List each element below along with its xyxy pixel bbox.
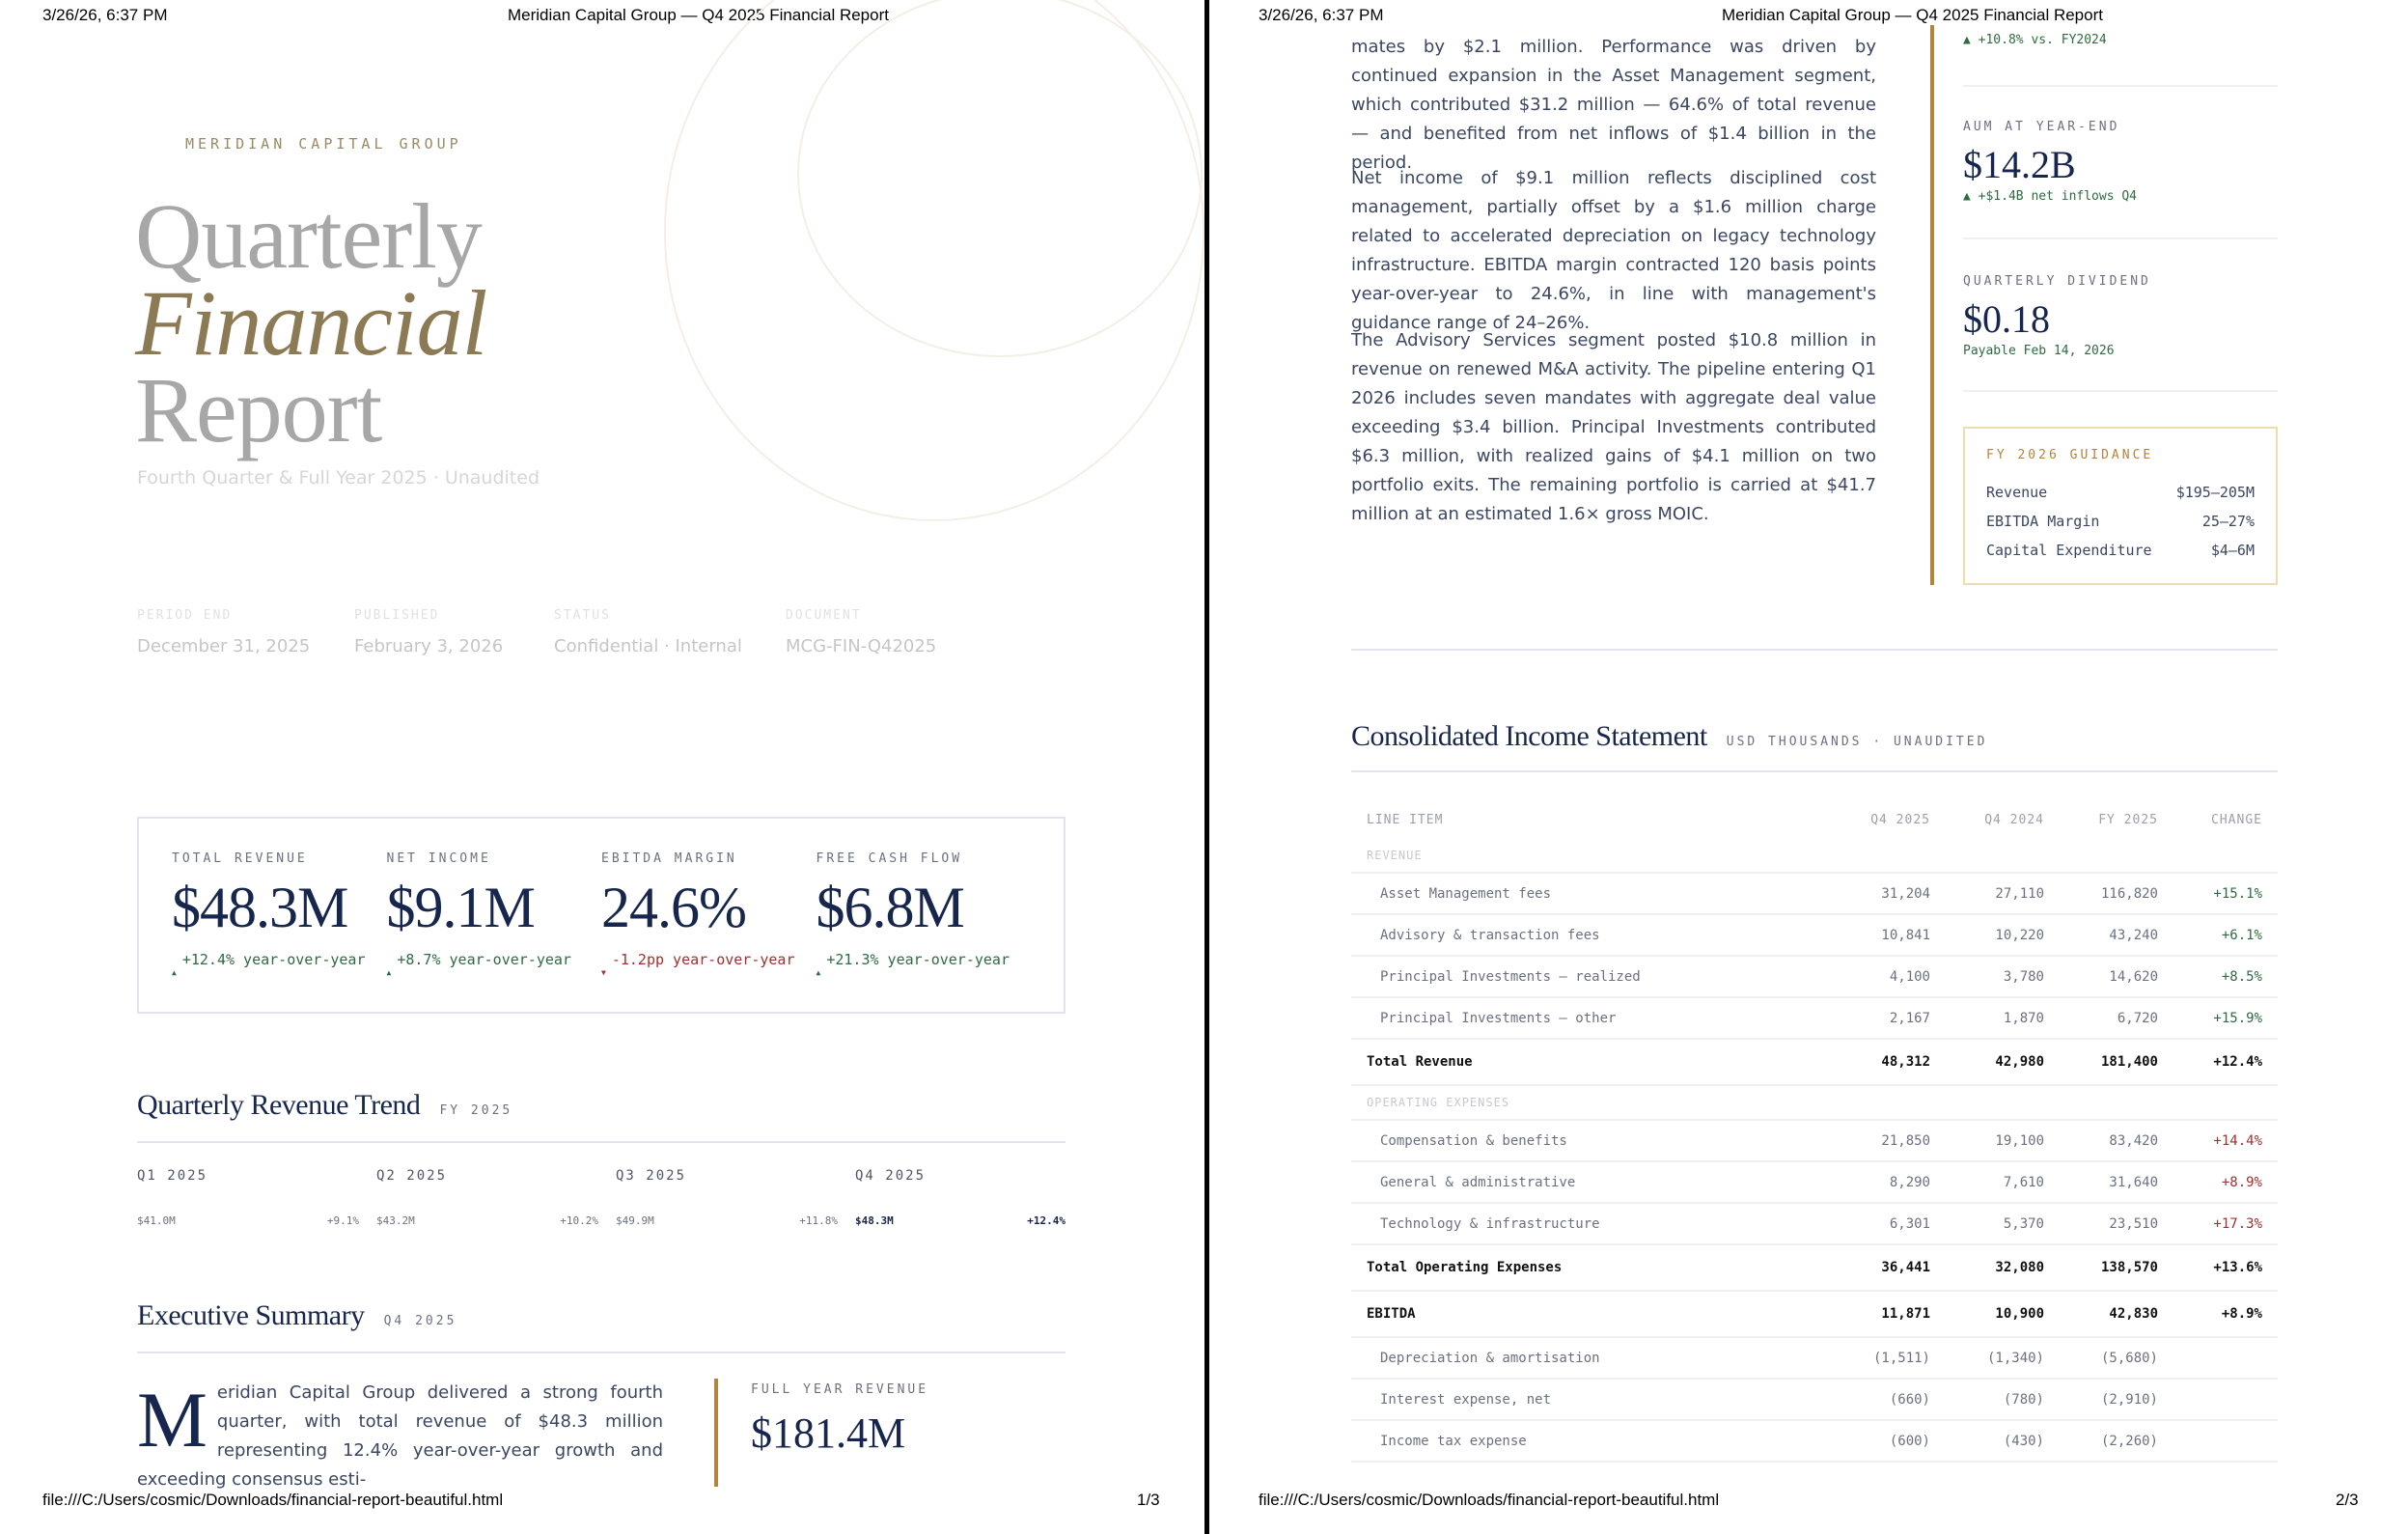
line-item-label: Depreciation & amortisation — [1351, 1337, 1832, 1379]
quarter-values — [376, 1214, 598, 1227]
guidance-row — [1986, 507, 2255, 536]
quarter-revenue: $49.9M — [616, 1214, 654, 1227]
income-section-header — [1351, 720, 1987, 753]
decorative-circle-inner — [797, 0, 1203, 357]
kpi-delta — [601, 949, 817, 984]
kpi-delta-text: -1.2pp year-over-year — [611, 951, 795, 968]
kpi-ebitda-margin — [601, 851, 817, 979]
line-item-label: Interest expense, net — [1351, 1379, 1832, 1420]
meta-period-end — [137, 608, 354, 656]
kpi-label: EBITDA MARGIN — [601, 851, 737, 866]
amount-cell: 10,900 — [1946, 1291, 2060, 1337]
up-arrow-icon: ▲ — [386, 968, 392, 977]
change-value: +15.1% — [2173, 873, 2278, 914]
quarter-change: +11.8% — [799, 1214, 838, 1227]
trend-q3 — [616, 1168, 855, 1227]
kpi-delta — [387, 949, 602, 984]
change-value: +6.1% — [2173, 914, 2278, 956]
quarter-revenue: $48.3M — [855, 1214, 894, 1227]
change-value: +8.5% — [2173, 956, 2278, 997]
section-title: Executive Summary — [137, 1299, 365, 1331]
stat-label: QUARTERLY DIVIDEND — [1963, 274, 2151, 289]
quarter-label: Q4 2025 — [855, 1168, 927, 1184]
meta-label: PUBLISHED — [354, 608, 440, 623]
amount-cell: 1,870 — [1946, 997, 2060, 1039]
aum-stat — [1963, 120, 2278, 204]
guidance-box — [1963, 427, 2278, 585]
amount-cell: 11,871 — [1832, 1291, 1946, 1337]
trend-q2 — [376, 1168, 616, 1227]
amount-cell — [1832, 838, 1946, 873]
report-subtitle: Fourth Quarter & Full Year 2025 · Unaudited — [137, 467, 540, 488]
stat-value: $0.18 — [1963, 297, 2050, 341]
brand-name: MERIDIAN CAPITAL GROUP — [185, 135, 462, 153]
summary-paragraph-3: The Advisory Services segment posted $10.8 million in revenue on renewed M&A activity. The pipeline entering Q1 2026 includes seven mandates with aggregate deal value exceeding $3.4 billion. Principal Investments contributed $6.3 million, with realized gains of $4.1 million on two portfolio exits. The remaining portfolio is carried at $41.7 million at an estimated 1.6× gross MOIC. — [1351, 330, 1876, 524]
change-value — [2173, 1379, 2278, 1420]
amount-cell: 10,220 — [1946, 914, 2060, 956]
table-row — [1351, 1120, 2278, 1161]
amount-cell: 21,850 — [1832, 1120, 1946, 1161]
kpi-panel — [137, 817, 1066, 1014]
amount-cell: 14,620 — [2060, 956, 2173, 997]
amount-cell: 83,420 — [2060, 1120, 2173, 1161]
pull-label: FULL YEAR REVENUE — [751, 1382, 929, 1397]
title-line-1: Quarterly — [135, 184, 482, 288]
trend-q4 — [855, 1168, 1066, 1227]
trend-section-header — [137, 1089, 512, 1122]
amount-cell: 6,720 — [2060, 997, 2173, 1039]
print-datetime: 3/26/26, 6:37 PM — [1259, 6, 1384, 24]
summary-paragraph-1 — [137, 1376, 663, 1494]
print-url: file:///C:/Users/cosmic/Downloads/financial-report-beautiful.html — [42, 1491, 504, 1509]
amount-cell: 31,204 — [1832, 873, 1946, 914]
amount-cell: (5,680) — [2060, 1337, 2173, 1379]
quarter-revenue: $41.0M — [137, 1214, 176, 1227]
cover-meta — [137, 608, 979, 656]
print-url: file:///C:/Users/cosmic/Downloads/financial-report-beautiful.html — [1259, 1491, 1720, 1509]
pull-value: $181.4M — [751, 1409, 906, 1457]
down-arrow-icon: ▼ — [601, 968, 606, 977]
table-row — [1351, 956, 2278, 997]
section-title: Quarterly Revenue Trend — [137, 1089, 421, 1121]
guidance-row — [1986, 536, 2255, 565]
title-line-3: Report — [135, 358, 382, 461]
stat-note: Payable Feb 14, 2026 — [1963, 344, 2115, 358]
kpi-value: $9.1M — [386, 876, 535, 939]
fy-revenue-delta: ▲ +10.8% vs. FY2024 — [1963, 33, 2107, 47]
amount-cell: 8,290 — [1832, 1161, 1946, 1203]
kpi-label: NET INCOME — [386, 851, 491, 866]
meta-published — [354, 608, 554, 656]
amount-cell: 10,841 — [1832, 914, 1946, 956]
col-change: CHANGE — [2211, 812, 2262, 827]
amount-cell: 116,820 — [2060, 873, 2173, 914]
page-separator — [1204, 0, 1209, 1534]
quarter-label: Q3 2025 — [616, 1168, 687, 1184]
guidance-value: $4–6M — [2210, 542, 2255, 559]
change-value: +8.9% — [2173, 1291, 2278, 1337]
up-arrow-icon: ▲ — [816, 968, 821, 977]
change-value: +15.9% — [2173, 997, 2278, 1039]
meta-value: December 31, 2025 — [137, 636, 311, 656]
amount-cell: 27,110 — [1946, 873, 2060, 914]
up-arrow-icon: ▲ — [172, 968, 177, 977]
col-q4-2024: Q4 2024 — [1984, 812, 2044, 827]
change-value — [2173, 838, 2278, 873]
table-row — [1351, 997, 2278, 1039]
meta-label: PERIOD END — [137, 608, 233, 623]
quarter-label: Q1 2025 — [137, 1168, 208, 1184]
change-value — [2173, 1420, 2278, 1462]
amount-cell: 138,570 — [2060, 1244, 2173, 1291]
quarter-revenue: $43.2M — [376, 1214, 415, 1227]
guidance-row — [1986, 478, 2255, 507]
quarter-values — [137, 1214, 359, 1227]
summary-text: eridian Capital Group delivered a strong fourth quarter, with total revenue of $48.3 million representing 12.4% year-over-year growth and exceeding consensus esti- — [137, 1382, 663, 1490]
quarter-values — [616, 1214, 838, 1227]
amount-cell: 7,610 — [1946, 1161, 2060, 1203]
income-statement-table — [1351, 801, 2278, 1463]
stat-value: $14.2B — [1963, 143, 2076, 186]
amount-cell: (2,260) — [2060, 1420, 2173, 1462]
change-value: +14.4% — [2173, 1120, 2278, 1161]
table-total-row — [1351, 1291, 2278, 1337]
kpi-label: TOTAL REVENUE — [172, 851, 308, 866]
line-item-label: Principal Investments — other — [1351, 997, 1832, 1039]
col-line-item: LINE ITEM — [1367, 812, 1444, 827]
amount-cell: 19,100 — [1946, 1120, 2060, 1161]
table-row — [1351, 1420, 2278, 1462]
line-item-label: OPERATING EXPENSES — [1351, 1085, 1832, 1120]
line-item-label: Compensation & benefits — [1351, 1120, 1832, 1161]
section-tag: USD THOUSANDS · UNAUDITED — [1726, 735, 1988, 749]
amount-cell — [1946, 1085, 2060, 1120]
summary-paragraph-2: Net income of $9.1 million reflects disciplined cost management, partially offset by a $1.6 million charge related to accelerated depreciation on legacy technology infrastructure. EBITDA margin contracted 120 basis points year-over-year to 24.6%, in line with management's guidance range of 24–26%. — [1351, 168, 1876, 333]
print-doc-title: Meridian Capital Group — Q4 2025 Financial Report — [508, 6, 889, 24]
amount-cell: 3,780 — [1946, 956, 2060, 997]
change-value — [2173, 1085, 2278, 1120]
meta-label: DOCUMENT — [786, 608, 862, 623]
section-tag: Q4 2025 — [383, 1314, 457, 1328]
amount-cell: 43,240 — [2060, 914, 2173, 956]
table-row — [1351, 1161, 2278, 1203]
line-item-label: Principal Investments — realized — [1351, 956, 1832, 997]
kpi-value: $6.8M — [816, 876, 964, 939]
divider — [137, 1141, 1066, 1143]
meta-value: MCG-FIN-Q42025 — [786, 636, 937, 656]
line-item-label: EBITDA — [1351, 1291, 1832, 1337]
kpi-value: 24.6% — [601, 876, 746, 939]
divider — [1351, 770, 2278, 772]
meta-status — [554, 608, 786, 656]
table-category-row — [1351, 1085, 2278, 1120]
amount-cell: 42,830 — [2060, 1291, 2173, 1337]
col-q4-2025: Q4 2025 — [1870, 812, 1930, 827]
change-value: +13.6% — [2173, 1244, 2278, 1291]
meta-label: STATUS — [554, 608, 611, 623]
divider — [1963, 237, 2278, 239]
amount-cell: 42,980 — [1946, 1039, 2060, 1085]
drop-cap: M — [137, 1376, 208, 1464]
sidebar-accent-rule — [1930, 25, 1934, 585]
kpi-label: FREE CASH FLOW — [816, 851, 963, 866]
amount-cell: 5,370 — [1946, 1203, 2060, 1244]
amount-cell: 2,167 — [1832, 997, 1946, 1039]
meta-value: Confidential · Internal — [554, 636, 742, 656]
table-row — [1351, 1337, 2278, 1379]
amount-cell: (430) — [1946, 1420, 2060, 1462]
divider — [137, 1352, 1066, 1353]
divider — [1963, 390, 2278, 392]
amount-cell — [2060, 1085, 2173, 1120]
quarterly-trend — [137, 1168, 1066, 1227]
print-page-number: 2/3 — [2336, 1491, 2359, 1509]
stat-label: AUM AT YEAR-END — [1963, 120, 2120, 134]
amount-cell: 181,400 — [2060, 1039, 2173, 1085]
amount-cell: (600) — [1832, 1420, 1946, 1462]
meta-value: February 3, 2026 — [354, 636, 504, 656]
amount-cell: 36,441 — [1832, 1244, 1946, 1291]
change-value: +17.3% — [2173, 1203, 2278, 1244]
quarter-label: Q2 2025 — [376, 1168, 448, 1184]
change-value: +12.4% — [2173, 1039, 2278, 1085]
guidance-title: FY 2026 GUIDANCE — [1986, 448, 2154, 462]
amount-cell: (1,340) — [1946, 1337, 2060, 1379]
kpi-delta-text: +8.7% year-over-year — [397, 951, 571, 968]
report-title — [135, 184, 487, 461]
quarter-change: +10.2% — [560, 1214, 598, 1227]
amount-cell: 4,100 — [1832, 956, 1946, 997]
amount-cell — [1832, 1085, 1946, 1120]
trend-q1 — [137, 1168, 376, 1227]
line-item-label: Technology & infrastructure — [1351, 1203, 1832, 1244]
table-row — [1351, 914, 2278, 956]
amount-cell: 6,301 — [1832, 1203, 1946, 1244]
amount-cell: (2,910) — [2060, 1379, 2173, 1420]
amount-cell: 32,080 — [1946, 1244, 2060, 1291]
amount-cell: 23,510 — [2060, 1203, 2173, 1244]
table-row — [1351, 1203, 2278, 1244]
line-item-label: Total Operating Expenses — [1351, 1244, 1832, 1291]
guidance-label: Revenue — [1986, 484, 2048, 501]
quarter-change: +12.4% — [1027, 1214, 1066, 1227]
line-item-label: Total Revenue — [1351, 1039, 1832, 1085]
line-item-label: Advisory & transaction fees — [1351, 914, 1832, 956]
table-row — [1351, 1379, 2278, 1420]
section-title: Consolidated Income Statement — [1351, 720, 1707, 752]
meta-document — [786, 608, 979, 656]
print-doc-title: Meridian Capital Group — Q4 2025 Financial Report — [1722, 6, 2103, 24]
amount-cell — [2060, 838, 2173, 873]
guidance-label: EBITDA Margin — [1986, 513, 2100, 530]
quarter-values — [855, 1214, 1066, 1227]
amount-cell: (1,511) — [1832, 1337, 1946, 1379]
kpi-delta-text: +12.4% year-over-year — [181, 951, 366, 968]
print-page-number: 1/3 — [1137, 1491, 1160, 1509]
col-fy-2025: FY 2025 — [2098, 812, 2158, 827]
summary-section-header — [137, 1299, 457, 1332]
amount-cell: (780) — [1946, 1379, 2060, 1420]
amount-cell: 48,312 — [1832, 1039, 1946, 1085]
guidance-value: $195–205M — [2175, 484, 2255, 501]
table-total-row — [1351, 1039, 2278, 1085]
amount-cell — [1946, 838, 2060, 873]
print-datetime: 3/26/26, 6:37 PM — [42, 6, 168, 24]
kpi-value: $48.3M — [172, 876, 348, 939]
quarter-change: +9.1% — [326, 1214, 359, 1227]
line-item-label: Income tax expense — [1351, 1420, 1832, 1462]
table-total-row — [1351, 1244, 2278, 1291]
amount-cell: (660) — [1832, 1379, 1946, 1420]
kpi-total-revenue — [172, 851, 387, 979]
table-row — [1351, 873, 2278, 914]
line-item-label: REVENUE — [1351, 838, 1832, 873]
amount-cell: 31,640 — [2060, 1161, 2173, 1203]
change-value: +8.9% — [2173, 1161, 2278, 1203]
table-header-row — [1351, 801, 2278, 838]
kpi-free-cash-flow — [817, 851, 1032, 979]
change-value — [2173, 1337, 2278, 1379]
kpi-delta — [172, 949, 387, 984]
kpi-delta-text: +21.3% year-over-year — [826, 951, 1010, 968]
kpi-delta — [817, 949, 1032, 984]
kpi-net-income — [387, 851, 602, 979]
section-tag: FY 2025 — [439, 1103, 513, 1118]
dividend-stat — [1963, 274, 2278, 358]
pull-quote-full-year-revenue — [714, 1379, 1042, 1487]
line-item-label: General & administrative — [1351, 1161, 1832, 1203]
guidance-label: Capital Expenditure — [1986, 542, 2152, 559]
guidance-value: 25–27% — [2201, 513, 2255, 530]
page-2 — [1210, 0, 2408, 1534]
line-item-label: Asset Management fees — [1351, 873, 1832, 914]
title-line-2: Financial — [135, 271, 487, 375]
summary-paragraph-1-cont: mates by $2.1 million. Performance was driven by continued expansion in the Asset Management segment, which contributed $31.2 million — 64.6% of total revenue — and benefited from net inflows of $1.4 billion in the period. — [1351, 37, 1876, 173]
divider — [1963, 85, 2278, 87]
table-category-row — [1351, 838, 2278, 873]
stat-delta: ▲ +$1.4B net inflows Q4 — [1963, 189, 2138, 204]
divider — [1351, 649, 2278, 651]
